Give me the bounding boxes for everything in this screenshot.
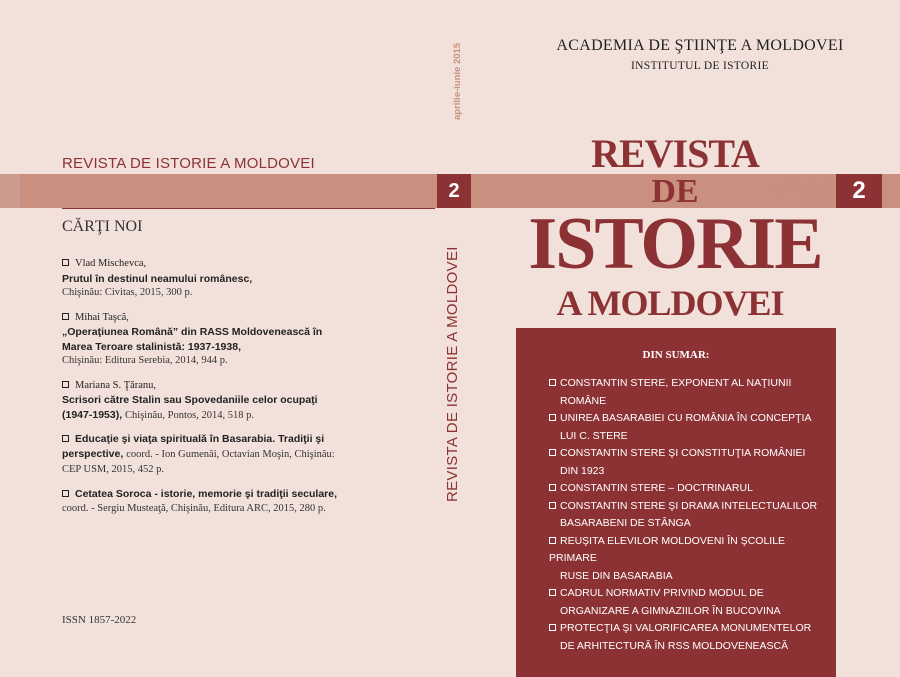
summary-item (549, 375, 834, 410)
issn-number: ISSN 1857-2022 (62, 614, 137, 626)
checkbox-bullet-icon (549, 589, 556, 596)
spine-title (444, 246, 468, 502)
summary-item-text: CONSTANTIN STERE ŞI DRAMA INTELECTUALILOR (560, 499, 818, 512)
checkbox-bullet-icon (549, 624, 556, 631)
checkbox-bullet-icon (549, 449, 556, 456)
summary-item (549, 445, 834, 480)
summary-title: DIN SUMAR: (642, 349, 710, 361)
summary-item (549, 585, 834, 620)
summary-item-text: PROTECŢIA ŞI VALORIFICAREA MONUMENTELOR (560, 622, 812, 634)
book-publication: Chişinău: Civitas, 2015, 300 p. (62, 287, 193, 298)
book-author: Mihai Taşcă, (75, 311, 129, 323)
summary-item-text: CONSTANTIN STERE ŞI CONSTITUŢIA ROMÂNIEI (560, 447, 806, 459)
book-publication: coord. - Sergiu Musteaţă, Chişinău, Editura ARC, 2015, 280 p. (62, 503, 326, 514)
summary-item-text: CONSTANTIN STERE – DOCTRINARUL (560, 482, 753, 494)
summary-item-text-continued: ROMÂNE (560, 394, 607, 407)
summary-item-text-continued: ORGANIZARE A GIMNAZIILOR ÎN BUCOVINA (560, 604, 781, 617)
summary-item (549, 480, 834, 498)
spine-title-text: REVISTA DE ISTORIE A MOLDOVEI (444, 246, 461, 502)
book-item (62, 432, 342, 478)
book-item (62, 378, 342, 424)
book-item (62, 310, 342, 369)
summary-item (549, 620, 834, 655)
front-issue-period: aprilie-iunie (769, 180, 832, 194)
book-publication: Chişinău: Editura Serebia, 2014, 944 p. (62, 355, 228, 366)
checkbox-bullet-icon (62, 490, 69, 497)
front-issue-year: 2015 (802, 193, 832, 209)
checkbox-bullet-icon (549, 502, 556, 509)
book-author: Mariana S. Ţăranu, (75, 379, 157, 391)
institute-name: INSTITUTUL DE ISTORIE (631, 60, 769, 72)
summary-item (549, 498, 834, 533)
summary-item-text-continued: BASARABENI DE STÂNGA (560, 517, 691, 529)
academy-name: ACADEMIA DE ŞTIINŢE A MOLDOVEI (556, 37, 844, 54)
summary-item (549, 533, 834, 586)
new-books-list (62, 256, 342, 526)
book-item (62, 256, 342, 301)
summary-item-text-continued: RUSE DIN BASARABIA (560, 569, 673, 582)
book-item (62, 487, 342, 517)
summary-item-text-continued: DIN 1923 (560, 464, 605, 477)
back-divider (62, 208, 435, 209)
spine-issue-date-text: aprilie-iunie 2015 (452, 42, 463, 120)
book-title: „Operaţiunea Română” din RASS Moldovenească în Marea Teroare stalinistă: 1937-1938, (62, 326, 323, 353)
book-publication: coord. - Ion Gumenâi, Octavian Moşin, Chişinău: CEP USM, 2015, 452 p. (62, 448, 335, 475)
summary-item-text-continued: DE ARHITECTURĂ ÎN RSS MOLDOVENEASCĂ (560, 639, 789, 652)
summary-panel (516, 328, 836, 677)
summary-item-text: UNIREA BASARABIEI CU ROMÂNIA ÎN CONCEPŢIA (560, 412, 812, 424)
masthead-istorie: ISTORIE (528, 203, 822, 285)
summary-item-text: CADRUL NORMATIV PRIVIND MODUL DE (560, 587, 764, 599)
checkbox-bullet-icon (62, 259, 69, 266)
summary-item-text: CONSTANTIN STERE, EXPONENT AL NAŢIUNII (560, 377, 792, 389)
back-section-title: CĂRŢI NOI (62, 218, 143, 235)
checkbox-bullet-icon (62, 313, 69, 320)
summary-item-text-continued: LUI C. STERE (560, 429, 628, 442)
checkbox-bullet-icon (62, 435, 69, 442)
masthead-de: DE (651, 173, 699, 210)
summary-list (549, 375, 834, 655)
summary-item-text: REUŞITA ELEVILOR MOLDOVENI ÎN ŞCOLILE PRIMARE (549, 534, 786, 564)
book-publication: Chişinău, Pontos, 2014, 518 p. (125, 409, 254, 421)
checkbox-bullet-icon (549, 414, 556, 421)
checkbox-bullet-icon (62, 381, 69, 388)
checkbox-bullet-icon (549, 537, 556, 544)
book-title: Scrisori către Stalin sau Spovedaniile celor ocupaţi (1947-1953), (62, 394, 318, 421)
summary-item (549, 410, 834, 445)
book-title: Prutul în destinul neamului românesc, (62, 272, 253, 285)
book-title: Educaţie şi viaţa spirituală în Basarabia. Tradiţii şi perspective, (62, 433, 325, 460)
spine-issue-date (452, 40, 466, 120)
masthead-revista: REVISTA (591, 131, 759, 176)
band-left-accent (0, 174, 20, 208)
book-author: Vlad Mischevca, (75, 258, 147, 269)
masthead-moldovei: A MOLDOVEI (556, 283, 784, 323)
checkbox-bullet-icon (549, 379, 556, 386)
checkbox-bullet-icon (549, 484, 556, 491)
spine-issue-number: 2 (437, 174, 471, 208)
front-issue-number: 2 (836, 174, 882, 208)
back-journal-title: REVISTA DE ISTORIE A MOLDOVEI (62, 155, 315, 172)
book-title: Cetatea Soroca - istorie, memorie şi tradiţii seculare, (75, 487, 338, 500)
